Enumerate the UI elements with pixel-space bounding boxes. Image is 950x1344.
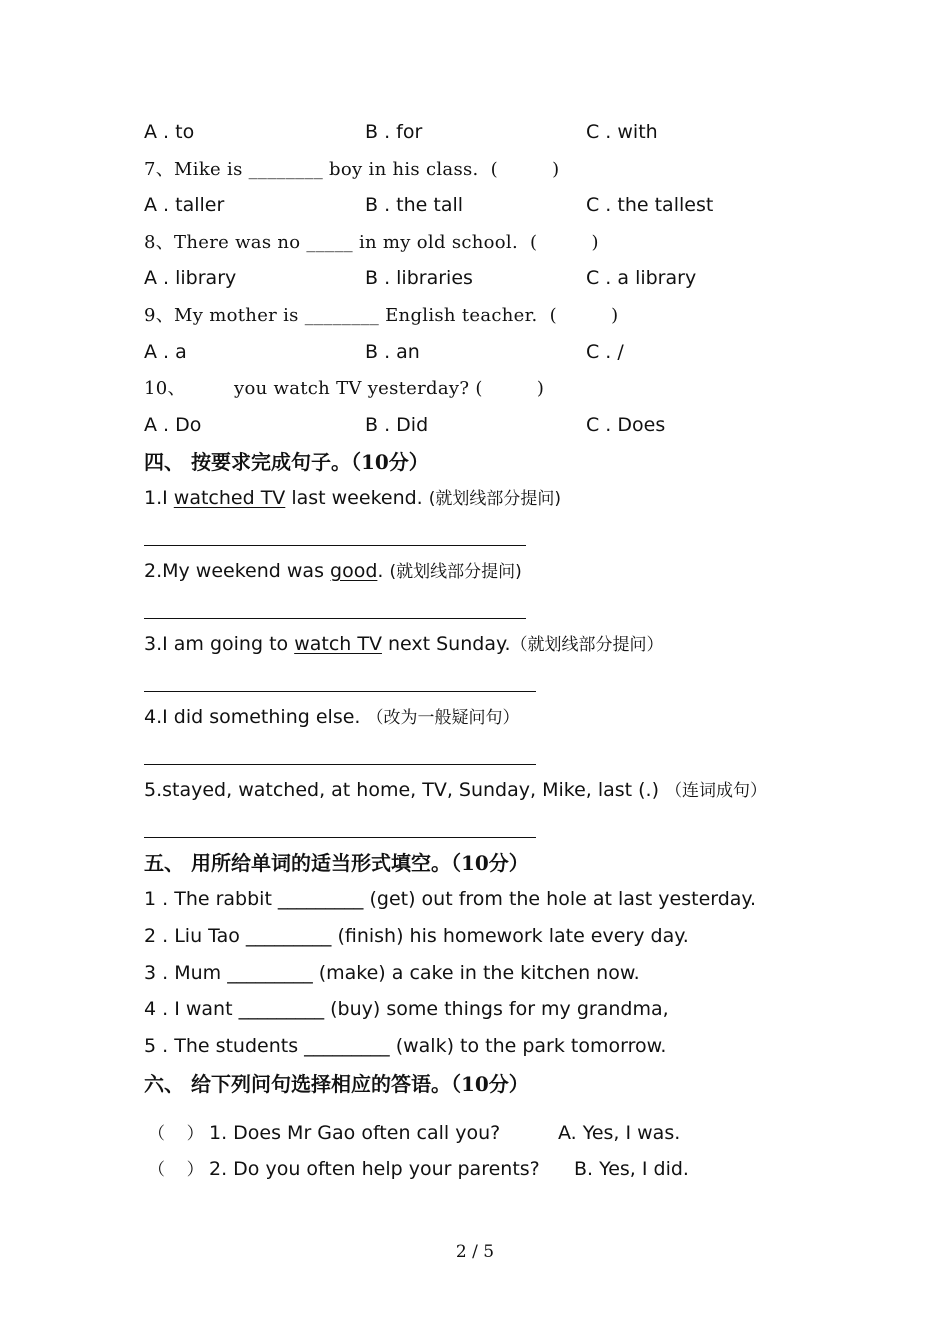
section5-heading: 五、 用所给单词的适当形式填空。（10分） <box>144 851 529 875</box>
answer-line-2[interactable] <box>144 618 526 619</box>
q6-option-b: B . for <box>365 121 423 143</box>
q10-option-b: B . Did <box>365 414 429 436</box>
match-question-2: 2. Do you often help your parents? <box>209 1158 540 1180</box>
q6-option-c: C . with <box>586 121 658 143</box>
section6-heading: 六、 给下列问句选择相应的答语。（10分） <box>144 1072 529 1096</box>
match-question-1: 1. Does Mr Gao often call you? <box>209 1122 501 1144</box>
match-answer-a: A. Yes, I was. <box>558 1122 681 1144</box>
match-answer-b: B. Yes, I did. <box>574 1158 689 1180</box>
q8-stem: 8、There was no _____ in my old school. ( ) <box>144 232 599 253</box>
section4-item-5: 5.stayed, watched, at home, TV, Sunday, Mike, last (.) （连词成句） <box>144 779 768 801</box>
q7-stem: 7、Mike is ________ boy in his class. ( ) <box>144 159 560 180</box>
section5-item-5: 5 . The students _________ (walk) to the park tomorrow. <box>144 1035 667 1057</box>
answer-bracket-1[interactable]: （ ） <box>148 1124 204 1144</box>
section4-item-4: 4.I did something else. （改为一般疑问句） <box>144 706 520 728</box>
section4-item-3: 3.I am going to watch TV next Sunday.（就划线部分提问） <box>144 633 664 655</box>
q10-option-c: C . Does <box>586 414 666 436</box>
answer-line-3[interactable] <box>144 691 536 692</box>
answer-bracket-2[interactable]: （ ） <box>148 1160 204 1180</box>
section4-item-2: 2.My weekend was good. (就划线部分提问) <box>144 560 522 582</box>
q7-option-a: A . taller <box>144 194 225 216</box>
q7-option-b: B . the tall <box>365 194 464 216</box>
answer-line-4[interactable] <box>144 764 536 765</box>
section4-item-1: 1.I watched TV last weekend. (就划线部分提问) <box>144 487 562 509</box>
section4-heading: 四、 按要求完成句子。（10分） <box>144 450 429 474</box>
section5-item-1: 1 . The rabbit _________ (get) out from the hole at last yesterday. <box>144 888 757 910</box>
q9-option-c: C . / <box>586 341 624 363</box>
q10-stem: 10、 you watch TV yesterday? ( ) <box>144 378 545 399</box>
answer-line-1[interactable] <box>144 545 526 546</box>
q8-option-b: B . libraries <box>365 267 473 289</box>
q7-option-c: C . the tallest <box>586 194 714 216</box>
q9-option-b: B . an <box>365 341 420 363</box>
q9-option-a: A . a <box>144 341 187 363</box>
answer-line-5[interactable] <box>144 837 536 838</box>
q8-option-a: A . library <box>144 267 237 289</box>
page-number: 2 / 5 <box>455 1242 495 1262</box>
section5-item-4: 4 . I want _________ (buy) some things for my grandma, <box>144 998 669 1020</box>
q10-option-a: A . Do <box>144 414 202 436</box>
q6-option-a: A . to <box>144 121 195 143</box>
q8-option-c: C . a library <box>586 267 697 289</box>
section5-item-2: 2 . Liu Tao _________ (finish) his homework late every day. <box>144 925 689 947</box>
section5-item-3: 3 . Mum _________ (make) a cake in the kitchen now. <box>144 962 640 984</box>
q9-stem: 9、My mother is ________ English teacher. ( ) <box>144 305 619 326</box>
